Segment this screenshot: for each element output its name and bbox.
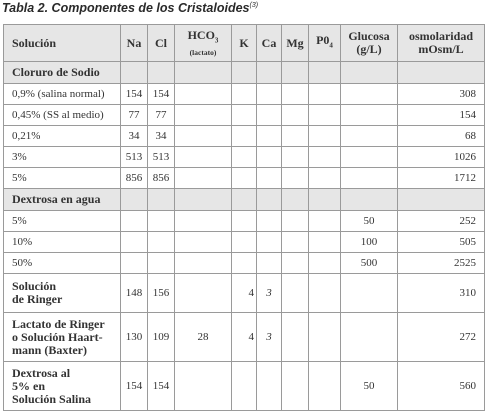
header-hco3-note: (lactato) [189,47,217,57]
row-name: 5% [4,168,121,189]
cell-po4 [309,168,341,189]
cell-glucosa [341,84,398,105]
header-na: Na [121,25,148,62]
cell-hco3 [175,168,232,189]
header-glucosa [341,25,398,62]
cell-mg [282,362,309,411]
cell-po4 [309,274,341,313]
header-mg: Mg [282,25,309,62]
cell-k [232,232,257,253]
header-hco3-main: HCO [187,28,215,43]
cell-k [232,362,257,411]
row-name-line2: de Ringer [12,292,63,306]
cell-po4 [309,232,341,253]
row-name: 50% [4,253,121,274]
cell-osm: 1026 [398,147,485,168]
cell-cl [148,211,175,232]
cell-cl: 154 [148,84,175,105]
cell-osm: 154 [398,105,485,126]
cell-hco3 [175,362,232,411]
cell-glucosa [341,274,398,313]
row-name-line3: Solución Salina [12,391,92,406]
row-name-line3: mann (Baxter) [12,342,87,357]
cell-mg [282,147,309,168]
cell-ca [257,84,282,105]
cell-ca [257,232,282,253]
cell-po4 [309,253,341,274]
cell-na: 130 [121,313,148,362]
cell-po4 [309,147,341,168]
header-row [4,25,485,62]
cell-hco3 [175,147,232,168]
cell-k [232,253,257,274]
header-cl: Cl [148,25,175,62]
cell-ca [257,126,282,147]
table-row [4,274,485,313]
cell-na [121,211,148,232]
cell-glucosa: 100 [341,232,398,253]
table-row [4,126,485,147]
cell-hco3 [175,274,232,313]
header-ca: Ca [257,25,282,62]
row-name: 0,9% (salina normal) [4,84,121,105]
table-row [4,313,485,362]
table-title [2,1,258,15]
cell-ca [257,211,282,232]
cell-k: 4 [232,313,257,362]
table-row [4,362,485,411]
table-row [4,147,485,168]
row-name-line2: 5% en [12,378,45,393]
cell-k [232,84,257,105]
cell-glucosa [341,126,398,147]
cell-cl: 513 [148,147,175,168]
header-po4-main: P0 [316,32,330,47]
cell-cl: 77 [148,105,175,126]
header-osm-line1: osmolaridad [408,29,473,43]
cell-cl: 154 [148,362,175,411]
table-row [4,232,485,253]
row-name: 0,45% (SS al medio) [4,105,121,126]
cell-hco3 [175,105,232,126]
cell-po4 [309,105,341,126]
table-title-text: Tabla 2. Componentes de los Cristaloides [2,1,250,15]
cell-cl: 156 [148,274,175,313]
section-row-cloruro [4,62,485,84]
cell-cl [148,253,175,274]
row-name: 10% [4,232,121,253]
header-glucosa-line2: (g/L) [356,42,382,56]
cell-osm: 310 [398,274,485,313]
table-row [4,105,485,126]
table-row [4,253,485,274]
cell-cl: 34 [148,126,175,147]
cell-osm: 68 [398,126,485,147]
cell-osm: 560 [398,362,485,411]
cell-na: 77 [121,105,148,126]
cell-mg [282,211,309,232]
cell-glucosa: 50 [341,362,398,411]
cell-mg [282,84,309,105]
row-name: 0,21% [4,126,121,147]
cell-mg [282,232,309,253]
cell-cl: 109 [148,313,175,362]
cell-k: 4 [232,274,257,313]
table-row [4,84,485,105]
cell-ca [257,253,282,274]
table-title-reference: (3) [249,2,259,9]
cell-ca [257,362,282,411]
header-hco3 [175,25,232,62]
row-name [4,313,121,362]
cell-po4 [309,84,341,105]
cell-hco3 [175,84,232,105]
section-label: Cloruro de Sodio [4,62,121,84]
row-name: 5% [4,211,121,232]
row-name-line1: Dextrosa al [12,365,71,380]
cell-k [232,211,257,232]
header-po4 [309,25,341,62]
cell-mg [282,168,309,189]
cell-na: 856 [121,168,148,189]
row-name-line1: Lactato de Ringer [12,316,105,331]
cell-hco3 [175,211,232,232]
cell-glucosa [341,147,398,168]
cell-osm: 505 [398,232,485,253]
cell-k [232,105,257,126]
cell-osm: 1712 [398,168,485,189]
cell-mg [282,105,309,126]
cell-hco3: 28 [175,313,232,362]
cell-hco3 [175,126,232,147]
cell-cl: 856 [148,168,175,189]
cell-ca: 3 [257,313,282,362]
cell-mg [282,253,309,274]
table-row [4,211,485,232]
cell-hco3 [175,253,232,274]
cell-glucosa [341,168,398,189]
header-k: K [232,25,257,62]
row-name-line1: Solución [12,279,57,293]
header-glucosa-line1: Glucosa [348,29,390,43]
crystalloid-components-table [3,24,485,411]
section-row-dextrosa [4,189,485,211]
cell-po4 [309,362,341,411]
cell-osm: 2525 [398,253,485,274]
cell-ca [257,147,282,168]
cell-na [121,253,148,274]
cell-k [232,126,257,147]
header-solucion: Solución [4,25,121,62]
section-label: Dextrosa en agua [4,189,121,211]
row-name [4,274,121,313]
cell-ca [257,105,282,126]
cell-po4 [309,126,341,147]
cell-hco3 [175,232,232,253]
cell-glucosa: 500 [341,253,398,274]
row-name [4,362,121,411]
cell-na: 34 [121,126,148,147]
cell-glucosa: 50 [341,211,398,232]
cell-osm: 308 [398,84,485,105]
row-name: 3% [4,147,121,168]
cell-mg [282,274,309,313]
cell-cl [148,232,175,253]
header-osm-line2: mOsm/L [418,42,464,56]
header-hco3-sub: 3 [214,36,219,45]
cell-osm: 272 [398,313,485,362]
table-row [4,168,485,189]
cell-na: 513 [121,147,148,168]
cell-k [232,147,257,168]
cell-glucosa [341,313,398,362]
cell-na: 154 [121,362,148,411]
header-po4-sub: 4 [329,41,333,50]
cell-osm: 252 [398,211,485,232]
row-name-line2: o Solución Haart- [12,329,103,344]
cell-mg [282,313,309,362]
cell-po4 [309,211,341,232]
cell-na [121,232,148,253]
cell-glucosa [341,105,398,126]
cell-ca [257,168,282,189]
header-osmolaridad [398,25,485,62]
cell-na: 154 [121,84,148,105]
cell-k [232,168,257,189]
cell-po4 [309,313,341,362]
cell-na: 148 [121,274,148,313]
cell-ca: 3 [257,274,282,313]
cell-mg [282,126,309,147]
